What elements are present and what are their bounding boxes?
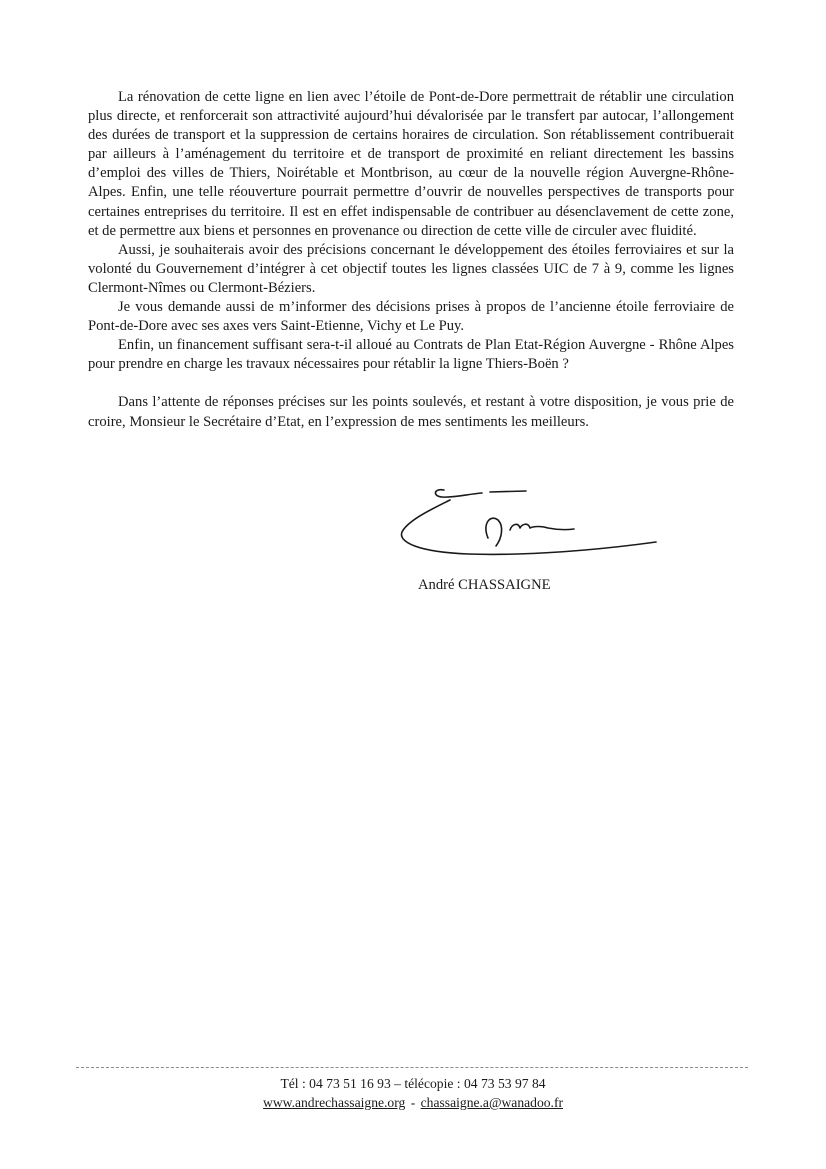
tel-label: Tél :	[280, 1076, 310, 1091]
footer-contact-phone	[0, 1076, 826, 1092]
link-separator: -	[407, 1095, 419, 1110]
paragraph-renovation: La rénovation de cette ligne en lien avec l’étoile de Pont-de-Dore permettrait de rétablir une circulation plus directe, et renforcerait son attractivité aujourd’hui dévalorisée par le transfert par autocar, l’allongement des durées de transport et la suppression de certains horaires de circulation. Son rétablissement contribuerait par ailleurs à l’aménagement du territoire et de transport de proximité en reliant directement les bassins d’emploi des villes de Thiers, Noirétable et Montbrison, au cœur de la nouvelle région Auvergne-Rhône-Alpes. Enfin, une telle réouverture pourrait permettre d’ouvrir de nouvelles perspectives de transports pour certaines entreprises du territoire. Il est en effet indispensable de contribuer au désenclavement de cette zone, et de permettre aux biens et personnes en provenance ou direction de cette ville de circuler avec fluidité.	[88, 89, 734, 239]
footer-contact-web	[0, 1095, 826, 1111]
fax-label: télécopie :	[404, 1076, 464, 1091]
footer-divider	[76, 1067, 748, 1068]
closing-paragraph: Dans l’attente de réponses précises sur les points soulevés, et restant à votre disposition, je vous prie de croire, Monsieur le Secrétaire d’Etat, en l’expression de mes sentiments les meilleurs.	[88, 394, 734, 430]
paragraph-pont-de-dore: Je vous demande aussi de m’informer des décisions prises à propos de l’ancienne étoile ferroviaire de Pont-de-Dore avec ses axes vers Saint-Etienne, Vichy et Le Puy.	[88, 299, 734, 335]
paragraph-etoiles-ferroviaires: Aussi, je souhaiterais avoir des précisions concernant le développement des étoiles ferroviaires et sur la volonté du Gouvernement d’intégrer à cet objectif toutes les lignes classées UIC de 7 à 9, comme les lignes Clermont-Nîmes ou Clermont-Béziers.	[88, 241, 734, 296]
handwritten-signature	[398, 480, 660, 562]
signer-name: André CHASSAIGNE	[418, 577, 551, 593]
website-link[interactable]: www.andrechassaigne.org	[263, 1095, 406, 1110]
email-link[interactable]: chassaigne.a@wanadoo.fr	[420, 1095, 563, 1110]
letter-body	[88, 88, 734, 432]
fax-number: 04 73 53 97 84	[463, 1076, 546, 1091]
phone-number: 04 73 51 16 93	[309, 1076, 391, 1091]
paragraph-financement: Enfin, un financement suffisant sera-t-il alloué au Contrats de Plan Etat-Région Auvergne - Rhône Alpes pour prendre en charge les travaux nécessaires pour rétablir la ligne Thiers-Boën ?	[88, 337, 734, 373]
dash-separator: –	[390, 1076, 405, 1091]
